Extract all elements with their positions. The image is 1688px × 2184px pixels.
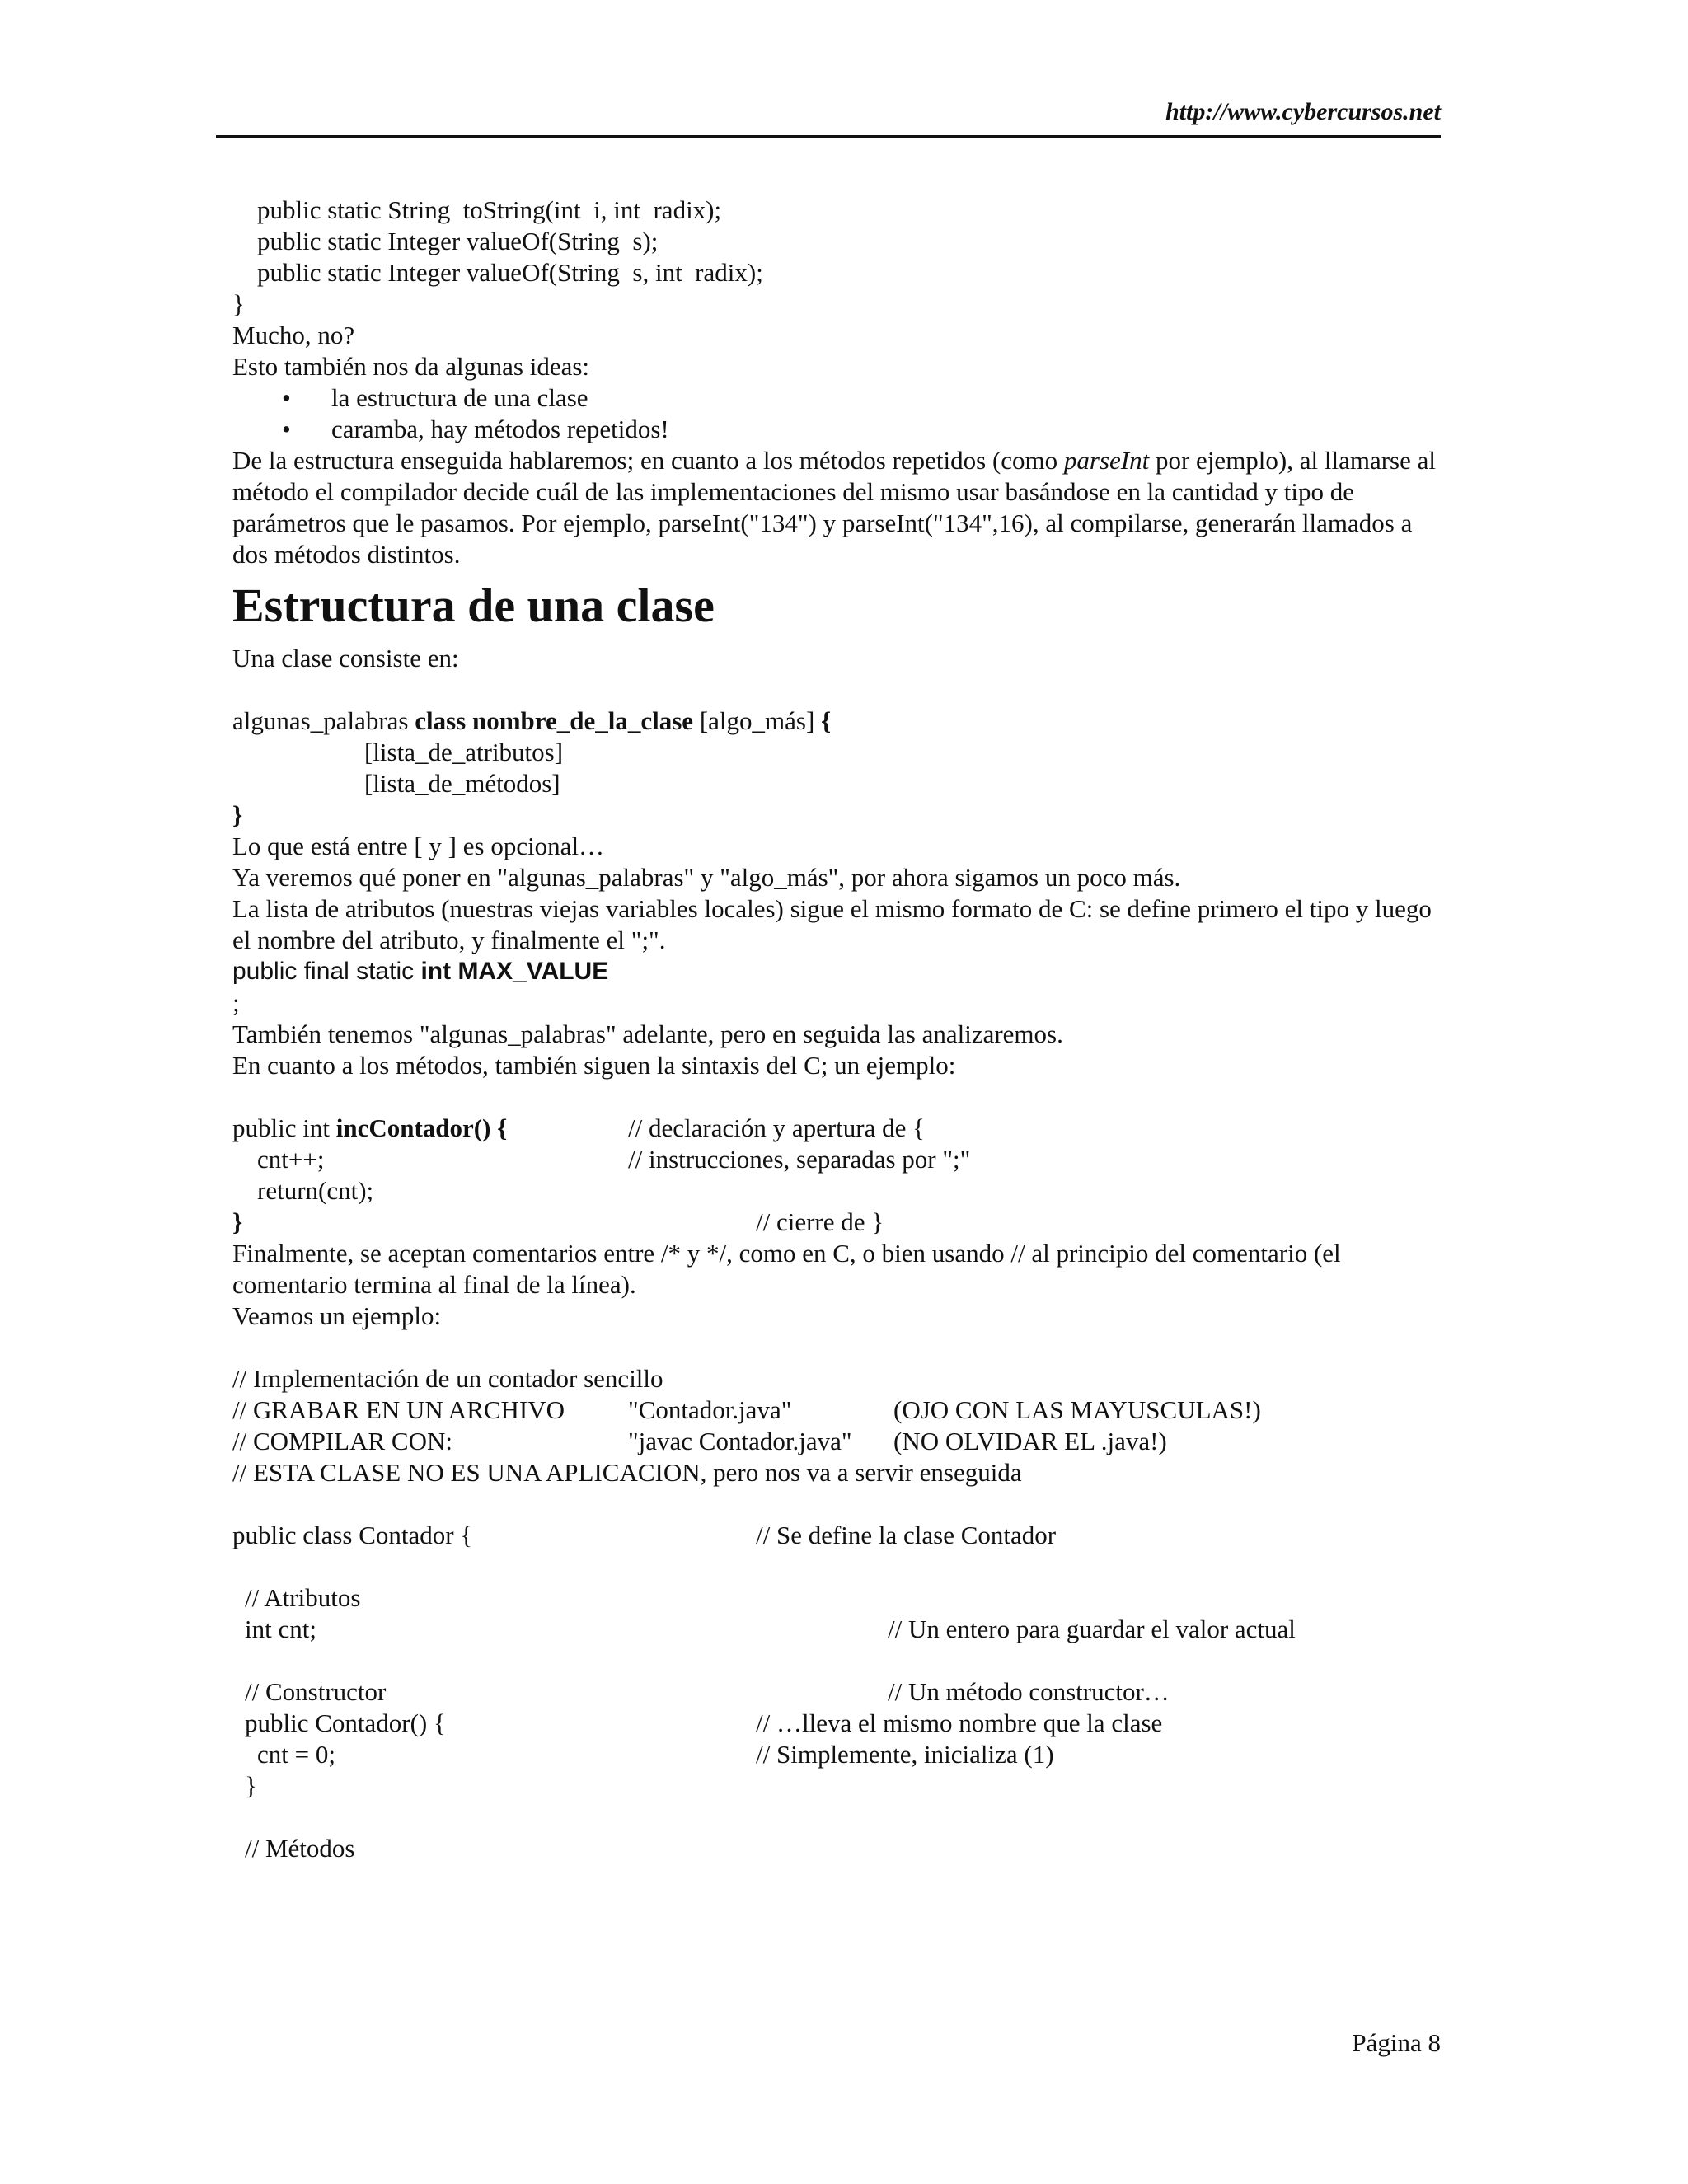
text-line: También tenemos "algunas_palabras" adelante, pero en seguida las analizaremos. — [232, 1019, 1063, 1048]
text-line: Esto también nos da algunas ideas: — [232, 352, 590, 381]
list-item: • la estructura de una clase — [282, 383, 588, 412]
text-line: En cuanto a los métodos, también siguen la sintaxis del C; un ejemplo: — [232, 1051, 956, 1080]
text-line: Veamos un ejemplo: — [232, 1301, 442, 1330]
code-line: public static Integer valueOf(String s, int radix); — [257, 258, 763, 287]
page-number: Página 8 — [1352, 2028, 1441, 2057]
code-line: // Constructor // Un método constructor… — [245, 1677, 1170, 1706]
code-close-brace: } — [232, 289, 245, 318]
code-line: public final static int MAX_VALUE — [232, 958, 609, 985]
code-comment: // COMPILAR CON: "javac Contador.java" (NO OLVIDAR EL .java!) — [232, 1427, 1167, 1455]
code-line: public int incContador() { // declaración y apertura de { — [232, 1113, 925, 1142]
code-line: ; — [232, 988, 240, 1017]
code-line: cnt++; // instrucciones, separadas por ";" — [257, 1145, 971, 1174]
text-line: Ya veremos qué poner en "algunas_palabras" y "algo_más", por ahora sigamos un poco más. — [232, 863, 1181, 892]
text-line: Lo que está entre [ y ] es opcional… — [232, 832, 605, 860]
code-close-brace: } — [245, 1771, 257, 1800]
code-comment: // Métodos — [245, 1834, 355, 1863]
header-url: http://www.cybercursos.net — [1165, 98, 1441, 125]
class-declaration: algunas_palabras class nombre_de_la_clase [algo_más] { — [232, 706, 832, 735]
paragraph: De la estructura enseguida hablaremos; en cuanto a los métodos repetidos (como parseInt por ejemplo), al llamarse al método el compilador decide cuál de las implementaciones del mismo usar basándose en la cantidad y tipo de parámetros que le pasamos. Por ejemplo, parseInt("134") y parseInt("134",16), al compilarse, generarán llamados a dos métodos distintos. — [232, 446, 1436, 569]
bullet-list — [232, 382, 1444, 445]
code-line: cnt = 0; // Simplemente, inicializa (1) — [257, 1740, 1054, 1769]
code-comment: // Implementación de un contador sencillo — [232, 1364, 663, 1393]
paragraph: Finalmente, se aceptan comentarios entre /* y */, como en C, o bien usando // al principio del comentario (el comentario termina al final de la línea). — [232, 1239, 1341, 1299]
code-line: int cnt; // Un entero para guardar el valor actual — [245, 1615, 1296, 1643]
bullet-icon: • — [282, 415, 291, 443]
bullet-icon: • — [282, 383, 291, 412]
code-line: return(cnt); — [257, 1176, 374, 1205]
code-line: [lista_de_métodos] — [364, 769, 560, 798]
code-line: public class Contador { // Se define la clase Contador — [232, 1521, 1057, 1549]
code-comment: // ESTA CLASE NO ES UNA APLICACION, pero nos va a servir enseguida — [232, 1458, 1022, 1487]
code-comment: // GRABAR EN UN ARCHIVO "Contador.java" (OJO CON LAS MAYUSCULAS!) — [232, 1395, 1261, 1424]
list-item: • caramba, hay métodos repetidos! — [282, 415, 669, 443]
text-line: Mucho, no? — [232, 321, 355, 349]
page-content — [232, 194, 1444, 1864]
code-close-brace: } — [232, 800, 243, 829]
code-line: public static Integer valueOf(String s); — [257, 227, 659, 255]
section-heading: Estructura de una clase — [232, 579, 715, 632]
code-line: public static String toString(int i, int radix); — [257, 195, 722, 224]
code-comment: // Atributos — [245, 1583, 361, 1612]
code-line: public Contador() { // …lleva el mismo nombre que la clase — [245, 1708, 1163, 1737]
paragraph: La lista de atributos (nuestras viejas variables locales) sigue el mismo formato de C: se define primero el tipo y luego el nombre del atributo, y finalmente el ";". — [232, 894, 1432, 954]
code-line: } // cierre de } — [232, 1207, 884, 1236]
code-line: [lista_de_atributos] — [364, 738, 564, 766]
header-rule — [216, 135, 1441, 138]
text-line: Una clase consiste en: — [232, 644, 459, 673]
